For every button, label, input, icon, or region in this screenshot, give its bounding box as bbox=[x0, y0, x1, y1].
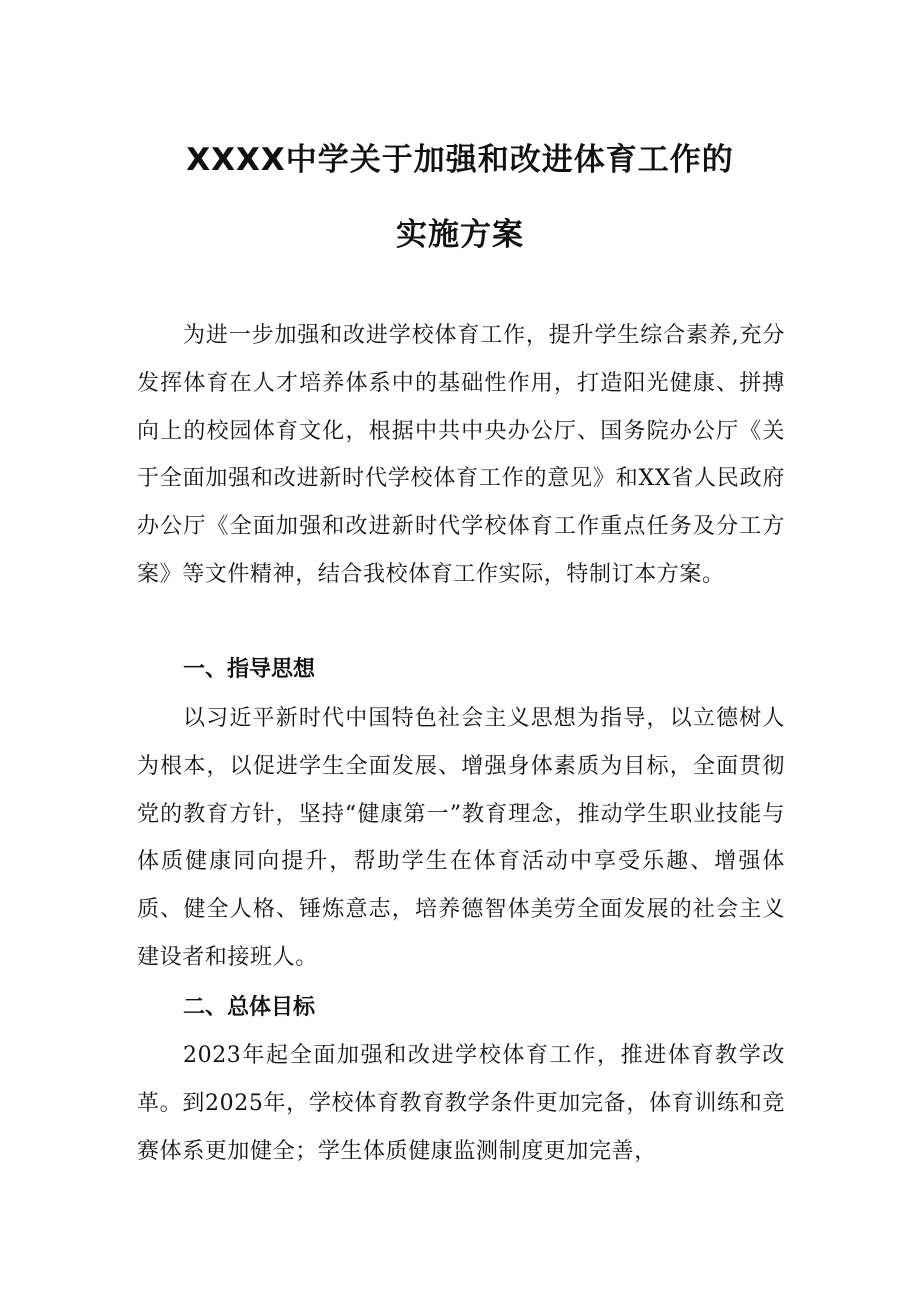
section-heading-guiding-ideology: 一、指导思想 bbox=[183, 657, 316, 682]
section-body-guiding-ideology: 以习近平新时代中国特色社会主义思想为指导，以立德树人为根本，以促进学生全面发展、增强身体素质为目标，全面贯彻党的教育方针，坚持“健康第一”教育理念，推动学生职业技能与体质健康同向提升，帮助学生在体育活动中享受乐趣、增强体质、健全人格、锤炼意志，培养德智体美劳全面发展的社会主义建设者和接班人。 bbox=[137, 706, 785, 970]
intro-paragraph: 为进一步加强和改进学校体育工作，提升学生综合素养,充分发挥体育在人才培养体系中的基础性作用，打造阳光健康、拼搏向上的校园体育文化，根据中共中央办公厅、国务院办公厅《关于全面加强和改进新时代学校体育工作的意见》和XX省人民政府办公厅《全面加强和改进新时代学校体育工作重点任务及分工方案》等文件精神，结合我校体育工作实际，特制订本方案。 bbox=[137, 323, 785, 587]
section-body-overall-goals: 2023年起全面加强和改进学校体育工作，推进体育教学改革。到2025年，学校体育教育教学条件更加完备，体育训练和竞赛体系更加健全；学生体质健康监测制度更加完善， bbox=[137, 1043, 785, 1164]
section-heading-overall-goals: 二、总体目标 bbox=[183, 995, 316, 1020]
document-title-line-2: 实施方案 bbox=[396, 217, 524, 253]
document-title-line-1: XXXX中学关于加强和改进体育工作的 bbox=[186, 142, 734, 178]
